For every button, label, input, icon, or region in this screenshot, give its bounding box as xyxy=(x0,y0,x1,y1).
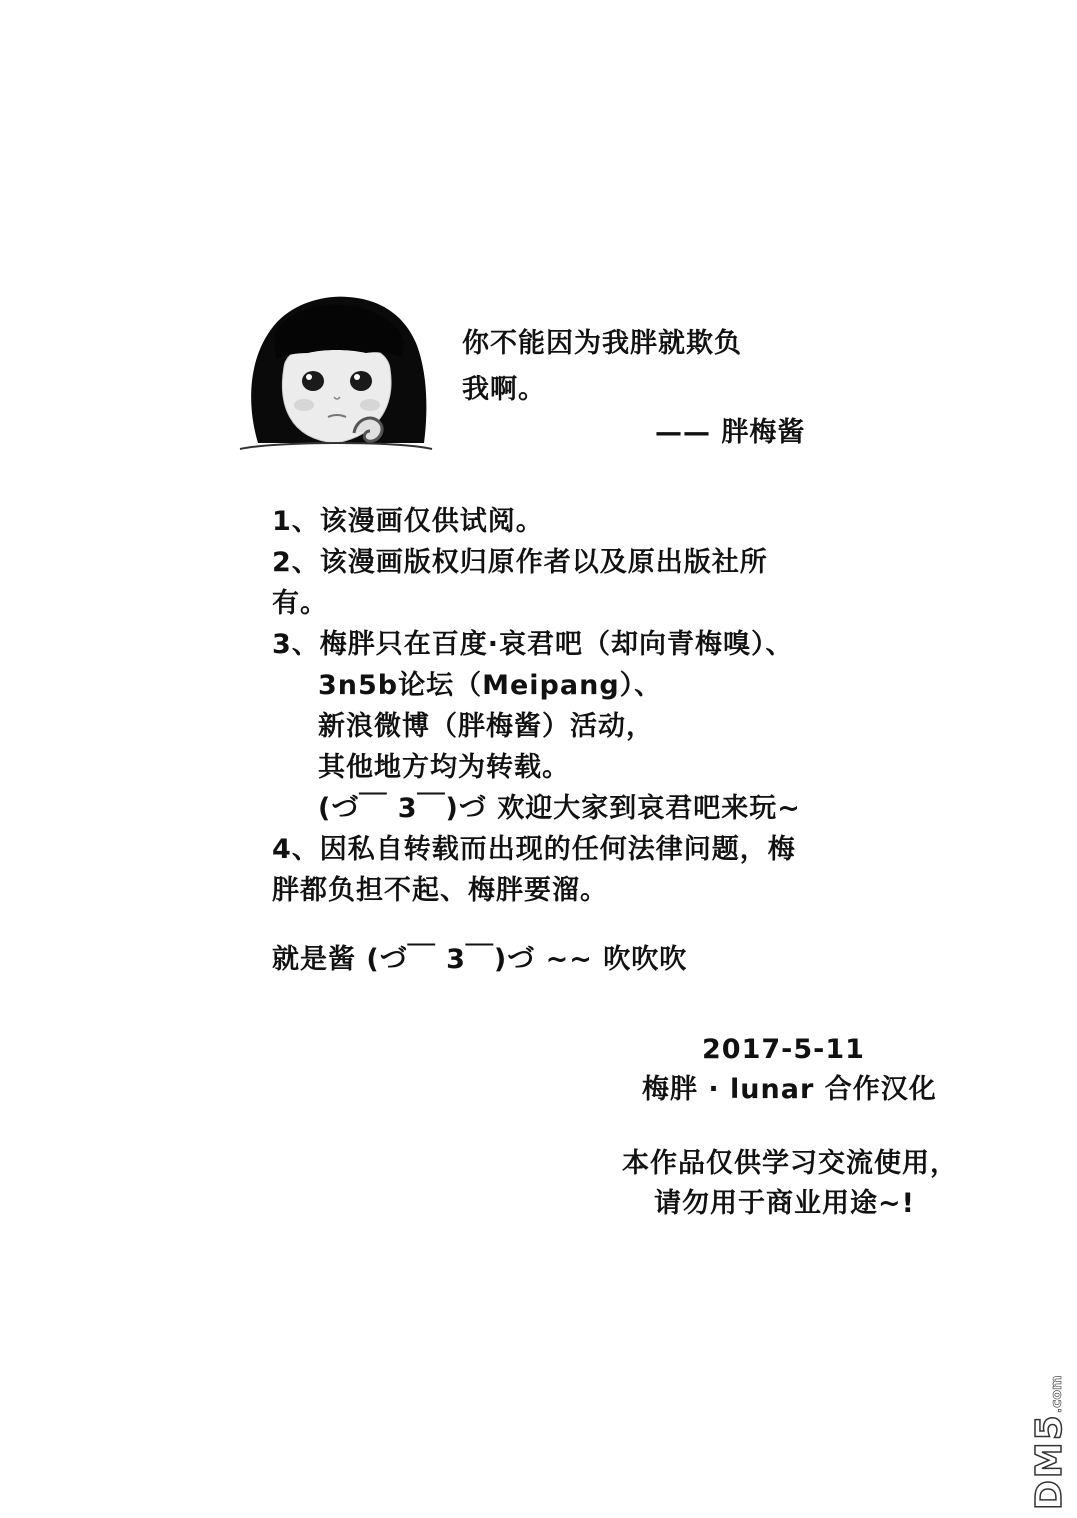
dm5-watermark-logo xyxy=(1030,1360,1070,1510)
notice-line: 有。 xyxy=(272,588,328,619)
notice-line: 胖都负担不起、梅胖要溜。 xyxy=(272,875,608,906)
signoff-text: 就是酱 (づ￣ 3￣)づ ~~ 吹吹吹 xyxy=(272,944,688,975)
disclaimer-line-2: 请勿用于商业用途~! xyxy=(654,1188,915,1219)
quote-attribution: —— 胖梅酱 xyxy=(655,417,806,448)
notice-line: 4、因私自转载而出现的任何法律问题，梅 xyxy=(272,834,796,865)
credits-team: 梅胖 · lunar 合作汉化 xyxy=(642,1074,937,1105)
credits-date: 2017-5-11 xyxy=(702,1034,865,1065)
notice-line: 新浪微博（胖梅酱）活动， xyxy=(318,711,654,742)
notice-line: 其他地方均为转载。 xyxy=(318,752,570,783)
quote-line-1: 你不能因为我胖就欺负 xyxy=(462,328,742,359)
notice-line: 3n5b论坛（Meipang）、 xyxy=(318,670,663,701)
chubby-girl-avatar-image xyxy=(238,293,434,453)
notice-line: 1、该漫画仅供试阅。 xyxy=(272,506,544,537)
notice-line: (づ￣ 3￣)づ 欢迎大家到哀君吧来玩~ xyxy=(318,793,801,824)
notice-line: 3、梅胖只在百度·哀君吧（却向青梅嗅）、 xyxy=(272,629,794,660)
notice-line: 2、该漫画版权归原作者以及原出版社所 xyxy=(272,547,768,578)
watermark-main: DM5 xyxy=(1029,1413,1070,1510)
quote-line-2: 我啊。 xyxy=(462,374,546,405)
watermark-text xyxy=(1030,1360,1070,1510)
disclaimer-line-1: 本作品仅供学习交流使用， xyxy=(622,1148,958,1179)
watermark-suffix: .com xyxy=(1049,1375,1065,1414)
